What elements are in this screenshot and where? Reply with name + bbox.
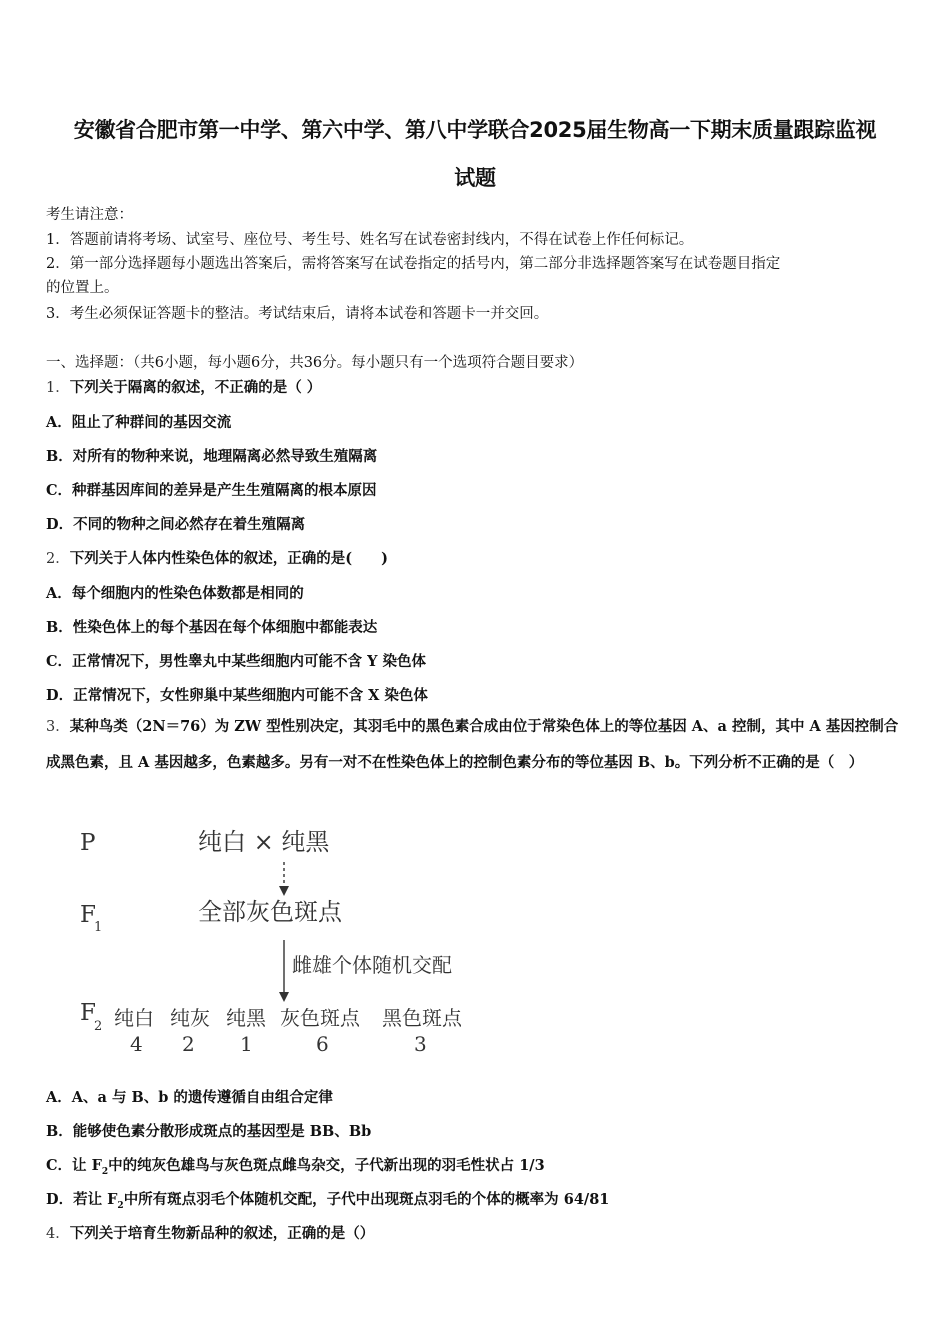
diagram-f2-subscript: 2	[94, 1019, 103, 1034]
notice-item-2-cont: 的位置上。	[46, 280, 119, 296]
diagram-f1-result: 全部灰色斑点	[198, 898, 342, 926]
question-1-option-d: D．不同的物种之间必然存在着生殖隔离	[46, 516, 306, 533]
option-c-subscript: 2	[101, 1166, 109, 1177]
f2-phenotype-pure-black: 纯黑	[226, 1006, 266, 1030]
option-d-prefix: D．若让 F	[46, 1191, 118, 1208]
diagram-arrow-label: 雌雄个体随机交配	[292, 953, 452, 977]
question-1-option-b: B．对所有的物种来说，地理隔离必然导致生殖隔离	[46, 448, 378, 465]
option-c-text: 中的纯灰色雄鸟与灰色斑点雌鸟杂交，子代新出现的羽毛性状占 1/3	[108, 1157, 545, 1174]
f2-ratio-pure-white: 4	[130, 1032, 143, 1056]
question-3-option-a: A．A、a 与 B、b 的遗传遵循自由组合定律	[46, 1089, 333, 1106]
f2-phenotype-pure-gray: 纯灰	[170, 1006, 210, 1030]
question-3-stem	[46, 709, 906, 781]
question-3-number: 3．	[46, 719, 70, 735]
question-2-option-a: A．每个细胞内的性染色体数都是相同的	[46, 585, 304, 602]
question-3-option-d	[46, 1188, 609, 1211]
question-3-option-b: B．能够使色素分散形成斑点的基因型是 BB、Bb	[46, 1123, 372, 1140]
diagram-dashed-arrow-head	[279, 886, 289, 896]
question-1-option-a: A．阻止了种群间的基因交流	[46, 414, 232, 431]
section-header: 一、选择题：（共6小题，每小题6分，共36分。每小题只有一个选项符合题目要求）	[46, 355, 584, 371]
question-1-text: 下列关于隔离的叙述，不正确的是（ ）	[69, 379, 322, 396]
question-4-stem	[46, 1222, 374, 1243]
option-d-subscript: 2	[117, 1200, 124, 1211]
question-2-stem	[46, 547, 388, 568]
question-2-number: 2．	[46, 551, 70, 567]
notice-heading: 考生请注意：	[46, 207, 133, 223]
diagram-parental-cross: 纯白 × 纯黑	[198, 828, 330, 856]
question-1-option-c: C．种群基因库间的差异是产生生殖隔离的根本原因	[46, 482, 377, 499]
exam-title-line2: 试题	[454, 166, 496, 190]
option-d-text: 中所有斑点羽毛个体随机交配，子代中出现斑点羽毛的个体的概率为 64/81	[123, 1191, 610, 1208]
question-4-number: 4．	[46, 1226, 70, 1242]
f2-phenotype-pure-white: 纯白	[114, 1006, 154, 1030]
question-2-option-c: C．正常情况下，男性睾丸中某些细胞内可能不含 Y 染色体	[46, 653, 426, 670]
f2-phenotype-gray-spotted: 灰色斑点	[280, 1006, 360, 1030]
question-1-number: 1．	[46, 380, 70, 396]
question-3-option-c	[46, 1154, 545, 1177]
option-c-prefix: C．让 F	[46, 1157, 102, 1174]
question-2-text: 下列关于人体内性染色体的叙述，正确的是( )	[69, 550, 388, 567]
f2-ratio-gray-spotted: 6	[316, 1032, 329, 1056]
exam-title-line1: 安徽省合肥市第一中学、第六中学、第八中学联合2025届生物高一下期末质量跟踪监视	[73, 118, 877, 142]
question-2-option-b: B．性染色体上的每个基因在每个体细胞中都能表达	[46, 619, 378, 636]
diagram-solid-arrow-head	[279, 992, 289, 1002]
f2-phenotype-black-spotted: 黑色斑点	[382, 1006, 462, 1030]
diagram-f1-label: F	[80, 902, 96, 928]
question-3-text: 某种鸟类（2N＝76）为 ZW 型性别决定，其羽毛中的黑色素合成由位于常染色体上的等位基因 A、a 控制，其中 A 基因控制合成黑色素，且 A 基因越多，色素越多。另有一对不在性染色体上的控制色素分布的等位基因 B、b。下列分析不正确的是（ ）	[46, 718, 899, 771]
notice-item-3: 3．考生必须保证答题卡的整洁。考试结束后，请将本试卷和答题卡一并交回。	[46, 306, 549, 322]
question-2-option-d: D．正常情况下，女性卵巢中某些细胞内可能不含 X 染色体	[46, 687, 428, 704]
genetic-cross-diagram	[76, 818, 486, 1063]
notice-item-1: 1．答题前请将考场、试室号、座位号、考生号、姓名写在试卷密封线内，不得在试卷上作任何标记。	[46, 232, 694, 248]
notice-item-2: 2．第一部分选择题每小题选出答案后，需将答案写在试卷指定的括号内，第二部分非选择题答案写在试卷题目指定	[46, 256, 781, 272]
f2-ratio-pure-gray: 2	[182, 1032, 195, 1056]
diagram-p-label: P	[80, 830, 96, 856]
f2-ratio-black-spotted: 3	[414, 1032, 427, 1056]
question-4-text: 下列关于培育生物新品种的叙述，正确的是（）	[69, 1225, 375, 1242]
question-1-stem	[46, 376, 321, 397]
diagram-f2-label: F	[80, 1000, 96, 1026]
diagram-f1-subscript: 1	[94, 920, 103, 935]
f2-ratio-pure-black: 1	[240, 1032, 253, 1056]
